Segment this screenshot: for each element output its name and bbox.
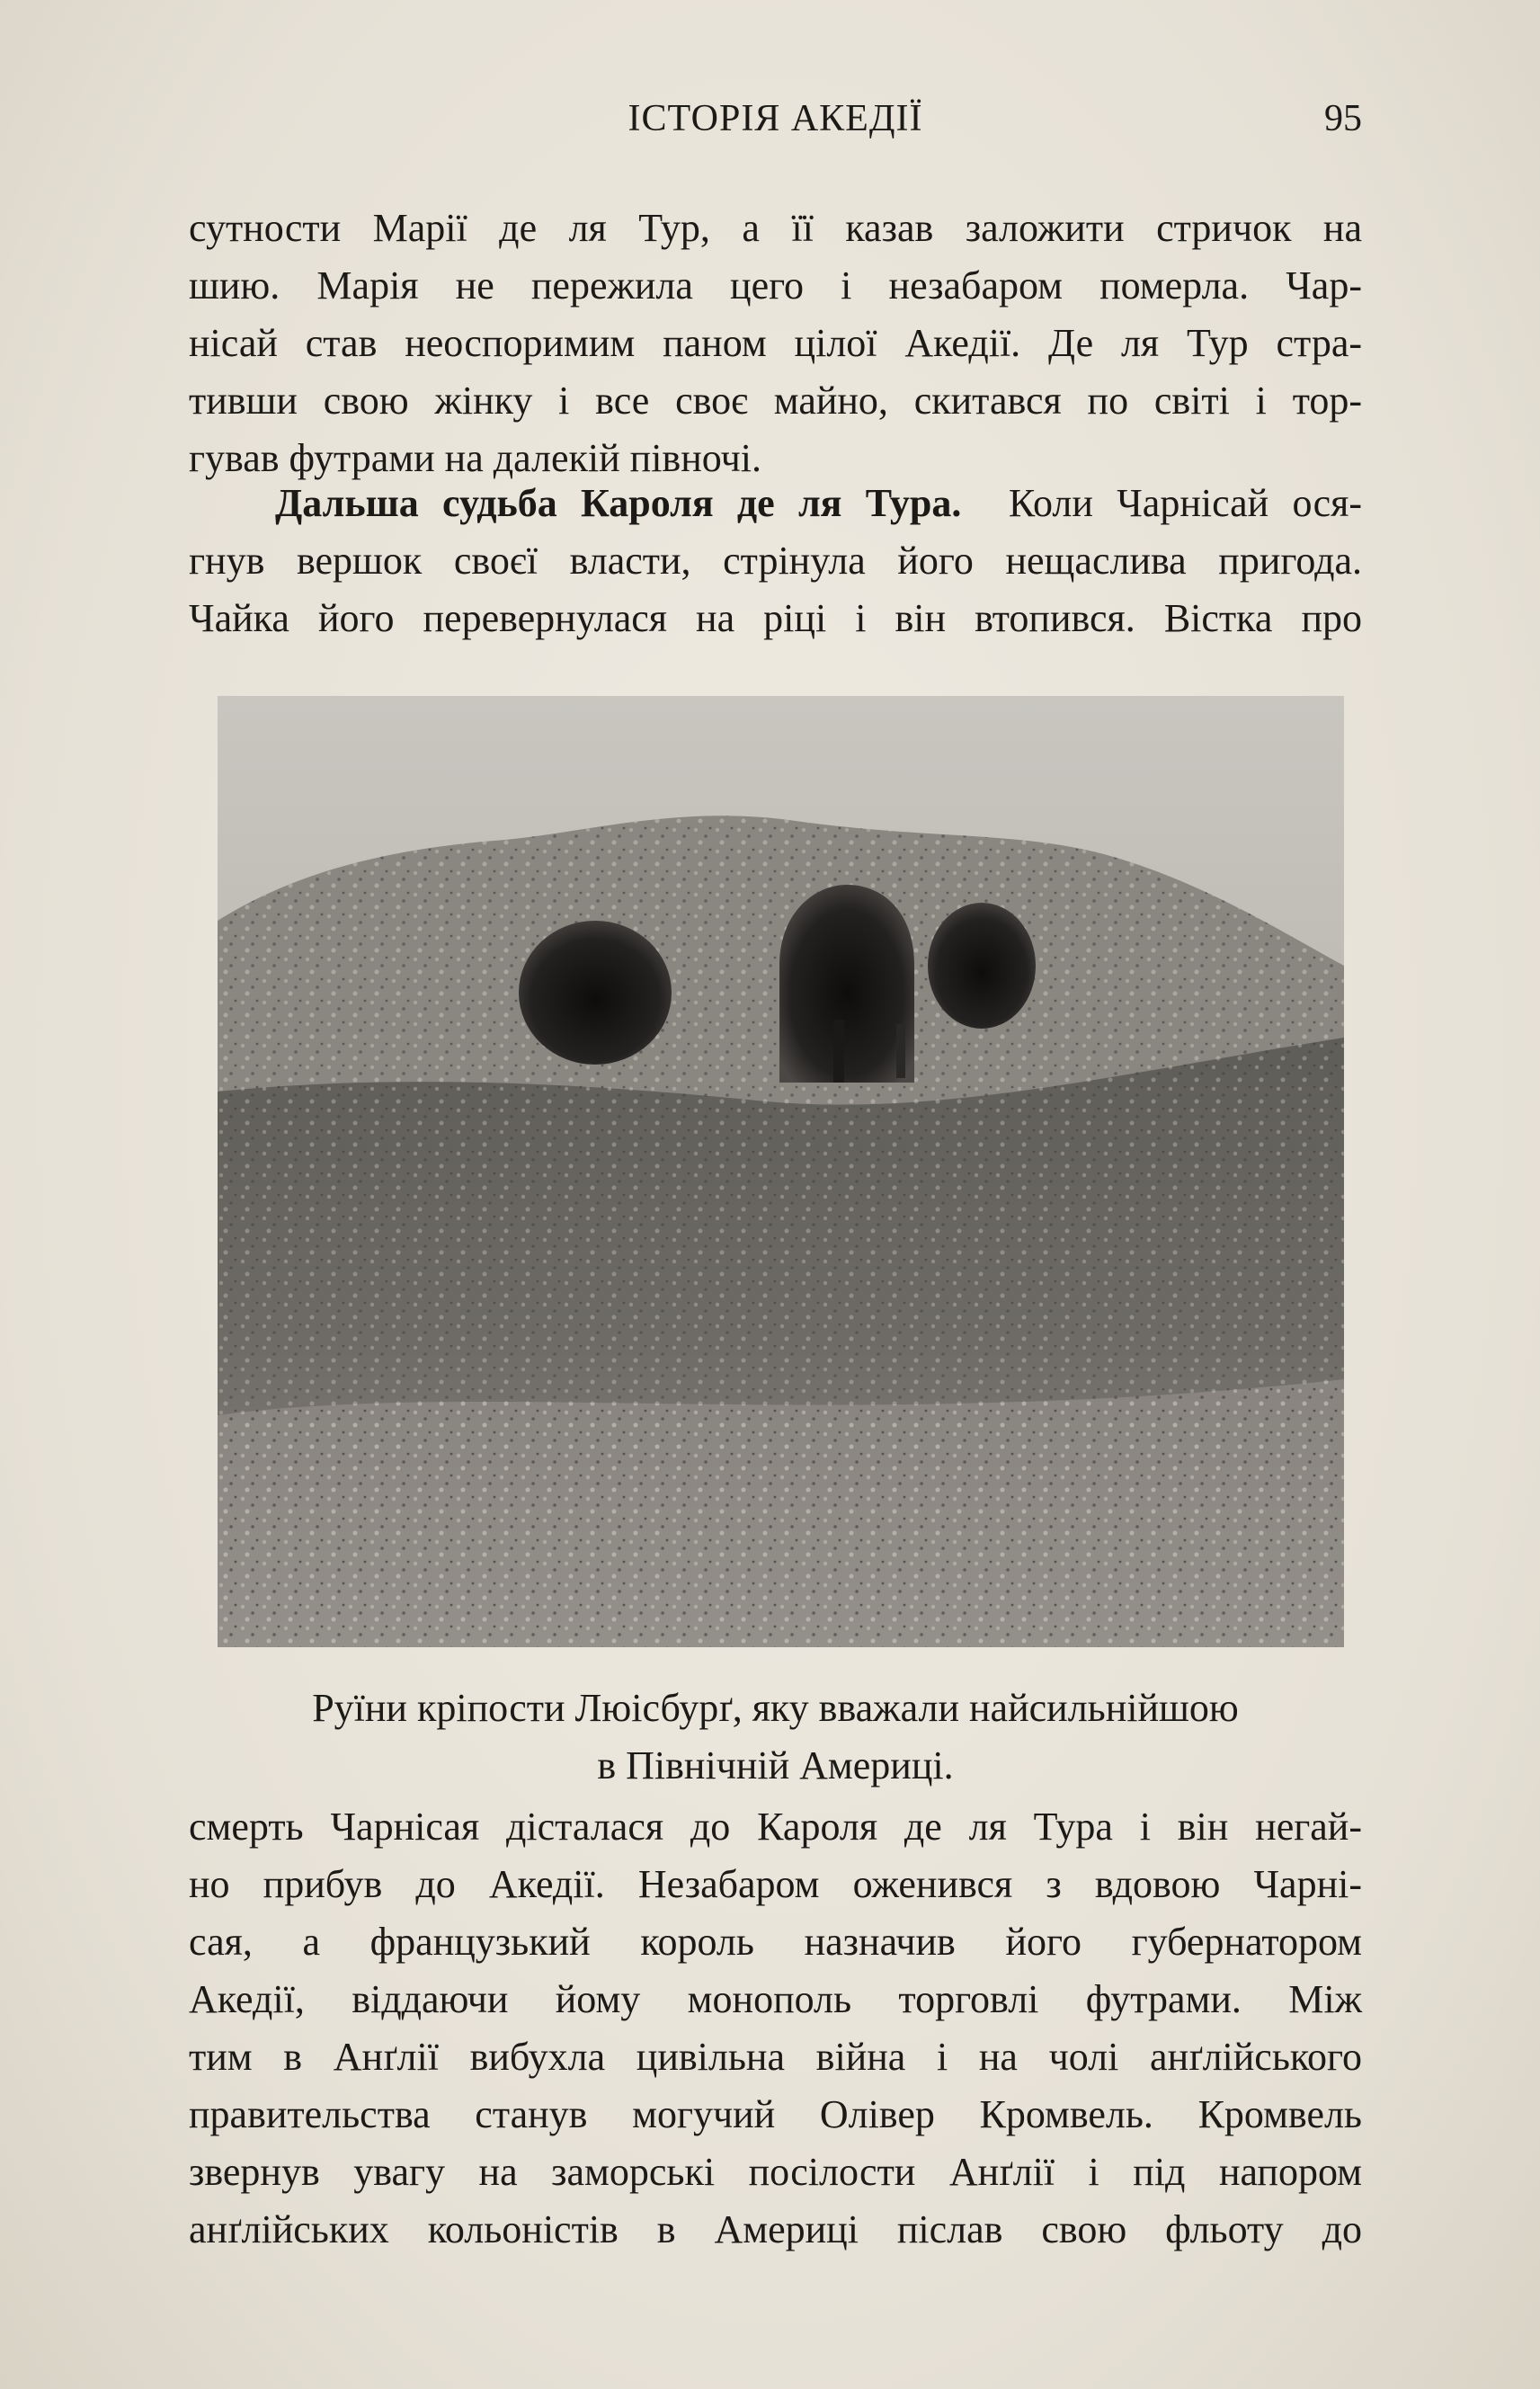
ruins-photograph xyxy=(218,696,1344,1647)
caption-line: в Північній Америці. xyxy=(597,1743,954,1787)
paragraph-2 xyxy=(189,475,1362,647)
text-line: Чайка його перевернулася на ріці і він втопився. Вістка про xyxy=(189,596,1362,640)
text-line: Акедії, віддаючи йому монополь торговлі футрами. Між xyxy=(189,1977,1362,2021)
text-line: но прибув до Акедії. Незабаром оженився з вдовою Чарні- xyxy=(189,1862,1362,1906)
photo-caption xyxy=(189,1680,1362,1795)
text-line: нісай став неоспоримим паном цілої Акедії. Де ля Тур стра- xyxy=(189,321,1362,365)
text-line: анґлійських кольоністів в Америці післав свою фльоту до xyxy=(189,2207,1362,2251)
text-line: гнув вершок своєї власти, стрінула його нещаслива пригода. xyxy=(189,539,1362,583)
text-line: сутности Марії де ля Тур, а її казав заложити стричок на xyxy=(189,206,1362,250)
text-line: смерть Чарнісая дісталася до Кароля де ля Тура і він негай- xyxy=(189,1805,1362,1849)
paragraph-1 xyxy=(189,200,1362,487)
caption-line: Руїни кріпости Люісбурґ, яку вважали найсильнійшою xyxy=(312,1686,1239,1730)
page-number: 95 xyxy=(1324,98,1362,139)
text-line xyxy=(189,475,1362,532)
paragraph-3 xyxy=(189,1798,1362,2259)
text-line: правительства станув могучий Олівер Кромвель. Кромвель xyxy=(189,2092,1362,2136)
running-title: ІСТОРІЯ АКЕДІЇ xyxy=(628,98,923,139)
text-fragment: Коли Чарнісай ося- xyxy=(1008,481,1363,525)
section-heading: Дальша судьба Кароля де ля Тура. xyxy=(275,481,962,525)
text-line: тим в Анґлії вибухла цивільна війна і на чолі анґлійського xyxy=(189,2035,1362,2079)
text-line: сая, а французький король назначив його губернатором xyxy=(189,1920,1362,1964)
text-line: шию. Марія не пережила цего і незабаром померла. Чар- xyxy=(189,263,1362,308)
text-line: звернув увагу на заморські посілости Анґлії і під напором xyxy=(189,2150,1362,2194)
page-header xyxy=(189,97,1362,151)
text-line: тивши свою жінку і все своє майно, скитався по світі і тор- xyxy=(189,379,1362,423)
text-line: гував футрами на далекій півночі. xyxy=(189,436,761,480)
